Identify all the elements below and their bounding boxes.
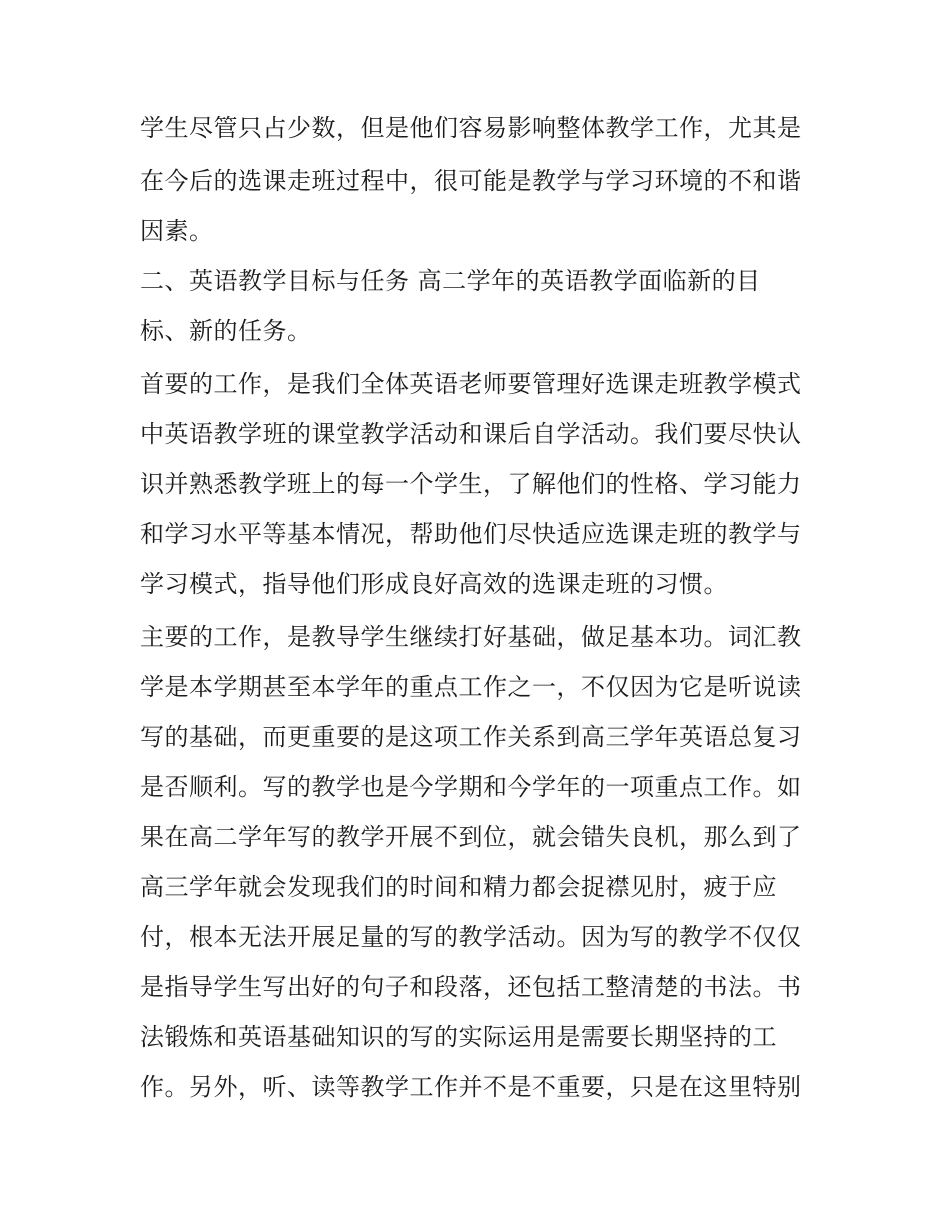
text-line: 和学习水平等基本情况，帮助他们尽快适应选课走班的教学与 xyxy=(140,520,802,548)
text-line: 写的基础，而更重要的是这项工作关系到高三学年英语总复习 xyxy=(140,723,802,751)
text-line: 因素。 xyxy=(140,217,214,245)
text-line: 主要的工作，是教导学生继续打好基础，做足基本功。词汇教 xyxy=(140,623,802,651)
text-line: 在今后的选课走班过程中，很可能是教学与学习环境的不和谐 xyxy=(140,167,802,195)
text-line: 识并熟悉教学班上的每一个学生，了解他们的性格、学习能力 xyxy=(140,470,802,498)
text-line: 高三学年就会发现我们的时间和精力都会捉襟见肘，疲于应 xyxy=(140,873,777,901)
text-line: 学习模式，指导他们形成良好高效的选课走班的习惯。 xyxy=(140,570,728,598)
text-line: 首要的工作，是我们全体英语老师要管理好选课走班教学模式 xyxy=(140,370,802,398)
text-line: 中英语教学班的课堂教学活动和课后自学活动。我们要尽快认 xyxy=(140,420,802,448)
text-line: 法锻炼和英语基础知识的写的实际运用是需要长期坚持的工 xyxy=(140,1023,777,1051)
text-line: 标、新的任务。 xyxy=(140,317,312,345)
text-line: 作。另外，听、读等教学工作并不是不重要，只是在这里特别 xyxy=(140,1073,802,1101)
text-line: 付，根本无法开展足量的写的教学活动。因为写的教学不仅仅 xyxy=(140,923,802,951)
text-line: 果在高二学年写的教学开展不到位，就会错失良机，那么到了 xyxy=(140,823,802,851)
text-line: 是指导学生写出好的句子和段落，还包括工整清楚的书法。书 xyxy=(140,973,802,1001)
text-line: 是否顺利。写的教学也是今学期和今学年的一项重点工作。如 xyxy=(140,773,802,801)
text-line: 学生尽管只占少数，但是他们容易影响整体教学工作，尤其是 xyxy=(140,114,802,142)
text-line: 学是本学期甚至本学年的重点工作之一，不仅因为它是听说读 xyxy=(140,673,802,701)
section-heading-line: 二、英语教学目标与任务 高二学年的英语教学面临新的目 xyxy=(140,267,761,295)
